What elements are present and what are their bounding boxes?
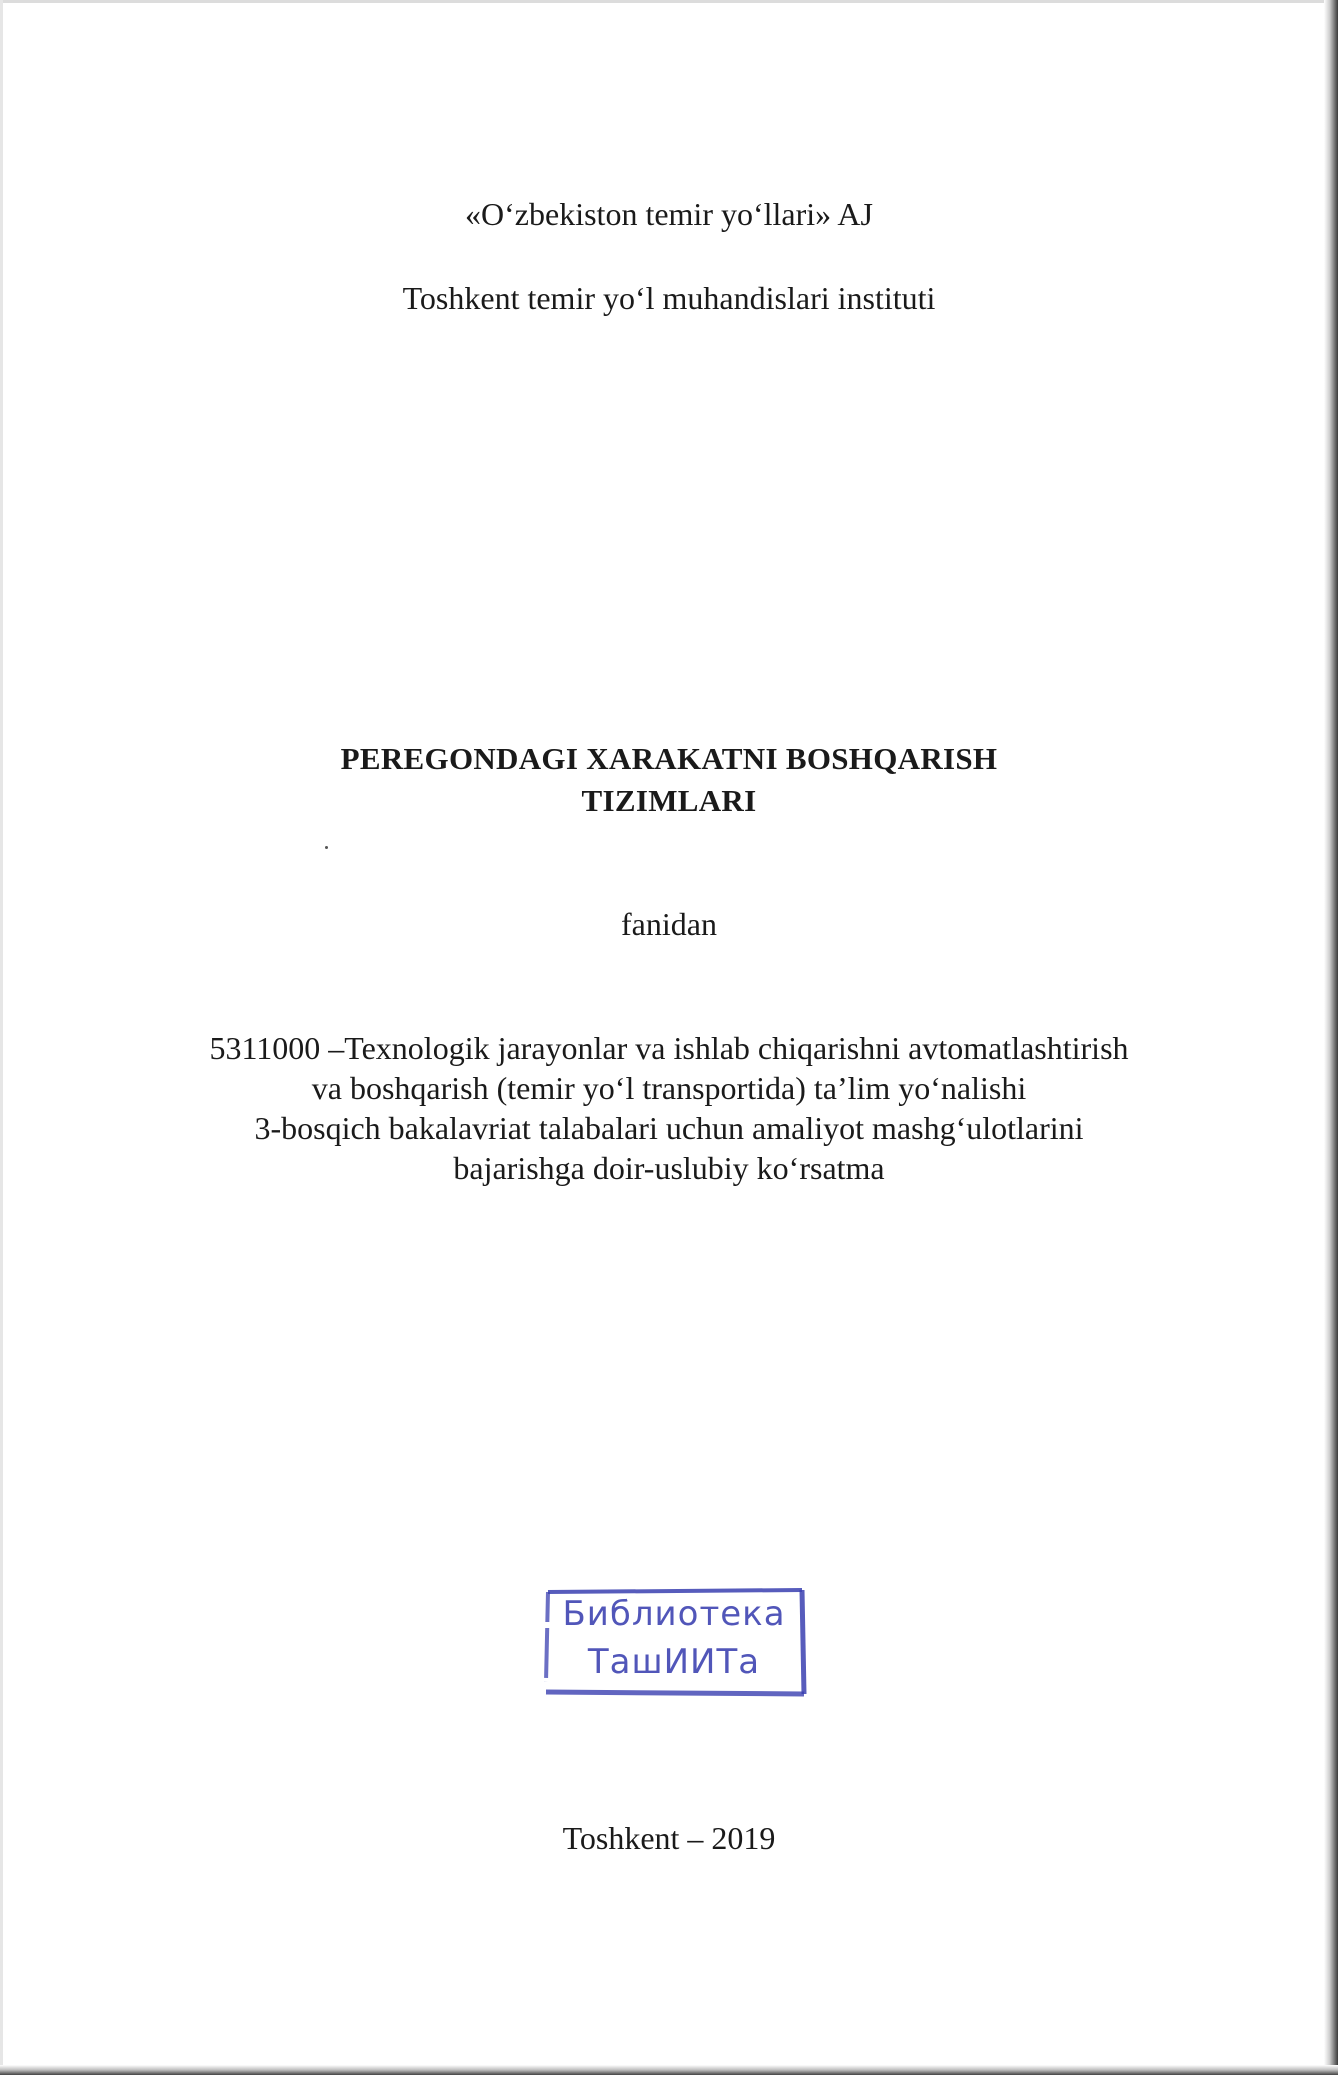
description-line-3: 3-bosqich bakalavriat talabalari uchun amaliyot mashg‘ulotlarini — [254, 1110, 1084, 1146]
scan-edge-bottom — [0, 2065, 1338, 2075]
scan-edge-top — [0, 0, 1338, 3]
institute-name: Toshkent temir yo‘l muhandislari instituti — [402, 280, 936, 316]
title-line-2: TIZIMLARI — [581, 783, 757, 818]
subject-word: fanidan — [621, 906, 717, 942]
description-line-1: 5311000 –Texnologik jarayonlar va ishlab chiqarishni avtomatlashtirish — [209, 1030, 1129, 1066]
title-line-1: PEREGONDAGI XARAKATNI BOSHQARISH — [340, 741, 998, 776]
city-year: Toshkent – 2019 — [562, 1820, 776, 1856]
stamp-line-2: ТашИИТа — [587, 1642, 761, 1682]
document-title — [0, 738, 1338, 822]
organization-name: «O‘zbekiston temir yo‘llari» AJ — [465, 196, 873, 232]
document-description — [0, 1028, 1338, 1188]
description-line-2: va boshqarish (temir yo‘l transportida) ta’lim yo‘nalishi — [311, 1070, 1027, 1106]
stamp-line-1: Библиотека — [562, 1594, 786, 1634]
description-line-4: bajarishga doir-uslubiy ko‘rsatma — [453, 1150, 885, 1186]
library-stamp — [540, 1586, 808, 1698]
scan-speck — [325, 846, 328, 849]
